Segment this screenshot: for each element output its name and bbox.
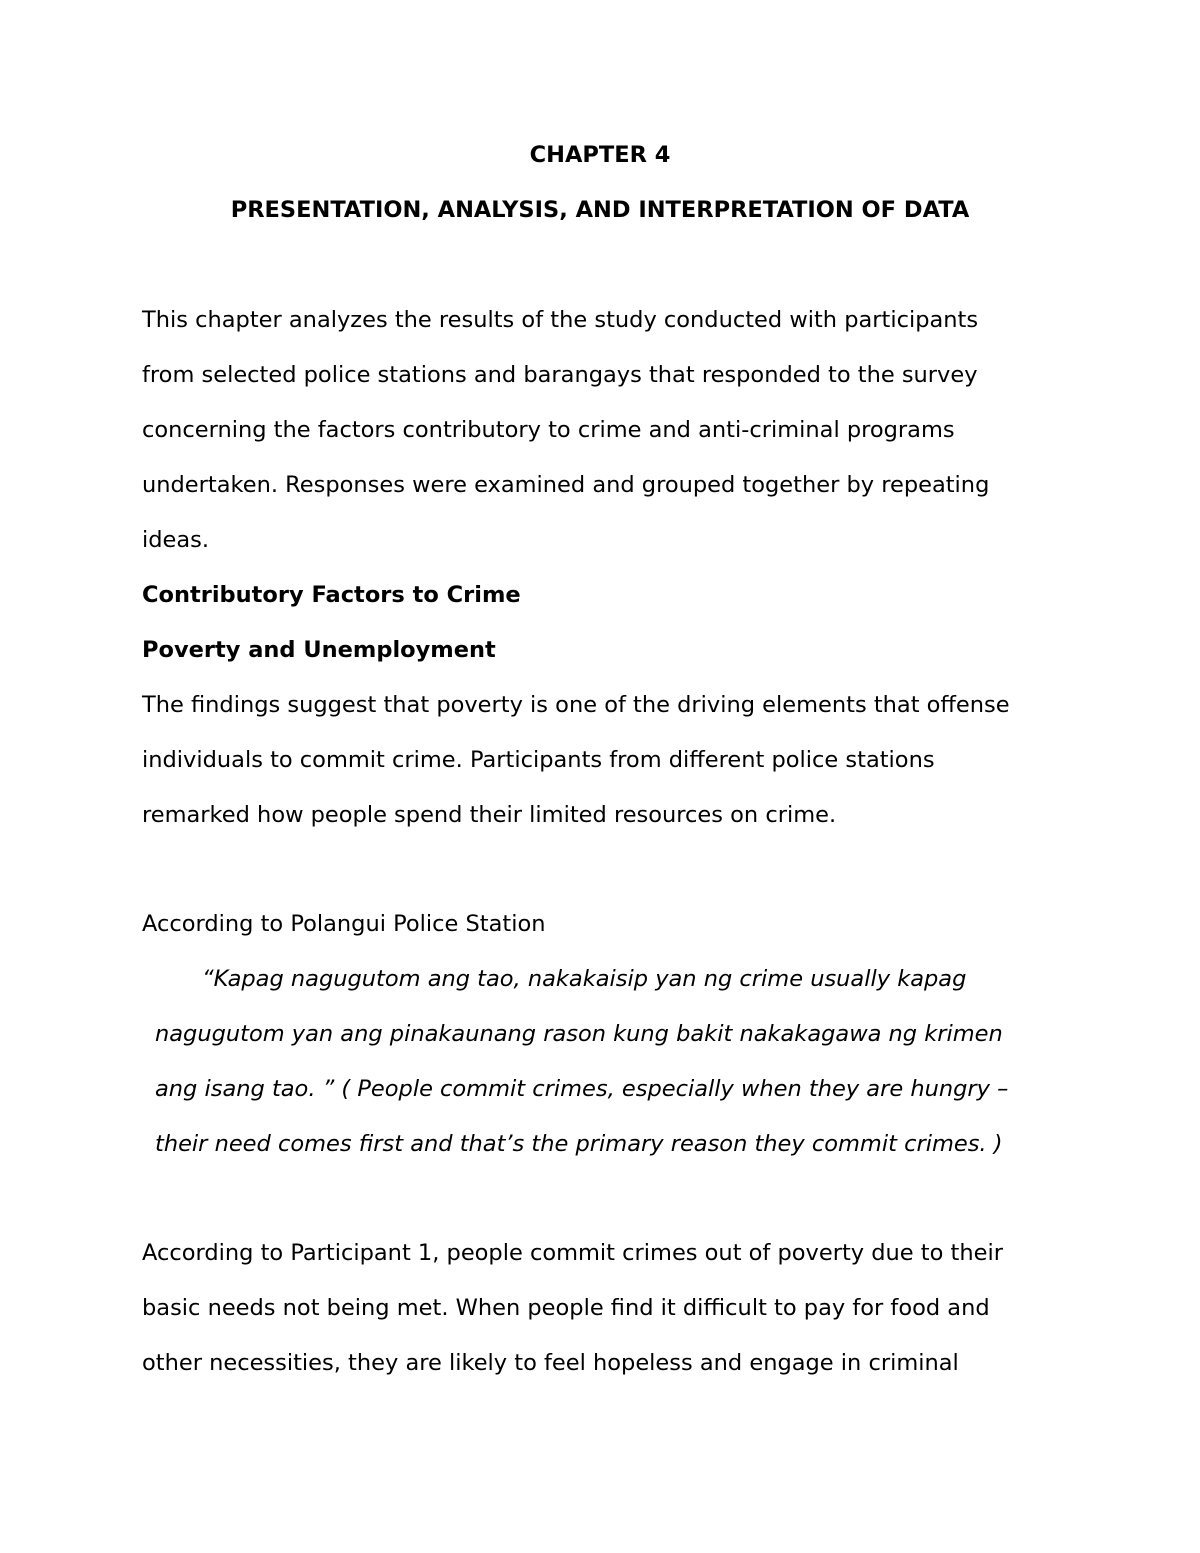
- quote-line: “Kapag nagugutom ang tao, nakakaisip yan ng crime usually kapag: [202, 966, 967, 992]
- chapter-number: CHAPTER 4: [529, 142, 671, 168]
- quote-line: their need comes first and that’s the primary reason they commit crimes. ): [155, 1131, 1003, 1157]
- participant-line: According to Participant 1, people commit crimes out of poverty due to their: [142, 1240, 1003, 1266]
- chapter-title: PRESENTATION, ANALYSIS, AND INTERPRETATION OF DATA: [230, 197, 970, 223]
- quote-line: ang isang tao. ” ( People commit crimes, especially when they are hungry –: [155, 1076, 1009, 1102]
- participant-line: other necessities, they are likely to feel hopeless and engage in criminal: [142, 1350, 959, 1376]
- intro-line: concerning the factors contributory to crime and anti-criminal programs: [142, 417, 955, 443]
- participant-line: basic needs not being met. When people find it difficult to pay for food and: [142, 1295, 990, 1321]
- attribution-line: According to Polangui Police Station: [142, 911, 546, 937]
- findings-line: remarked how people spend their limited resources on crime.: [142, 802, 837, 828]
- subsection-heading: Poverty and Unemployment: [142, 637, 496, 663]
- section-heading: Contributory Factors to Crime: [142, 582, 521, 608]
- quote-line: nagugutom yan ang pinakaunang rason kung bakit nakakagawa ng krimen: [155, 1021, 1003, 1047]
- intro-line: This chapter analyzes the results of the study conducted with participants: [142, 307, 979, 333]
- findings-line: individuals to commit crime. Participants from different police stations: [142, 747, 935, 773]
- intro-line: from selected police stations and barangays that responded to the survey: [142, 362, 978, 388]
- intro-line: undertaken. Responses were examined and grouped together by repeating: [142, 472, 990, 498]
- intro-line: ideas.: [142, 527, 210, 553]
- findings-line: The findings suggest that poverty is one of the driving elements that offense: [142, 692, 1010, 718]
